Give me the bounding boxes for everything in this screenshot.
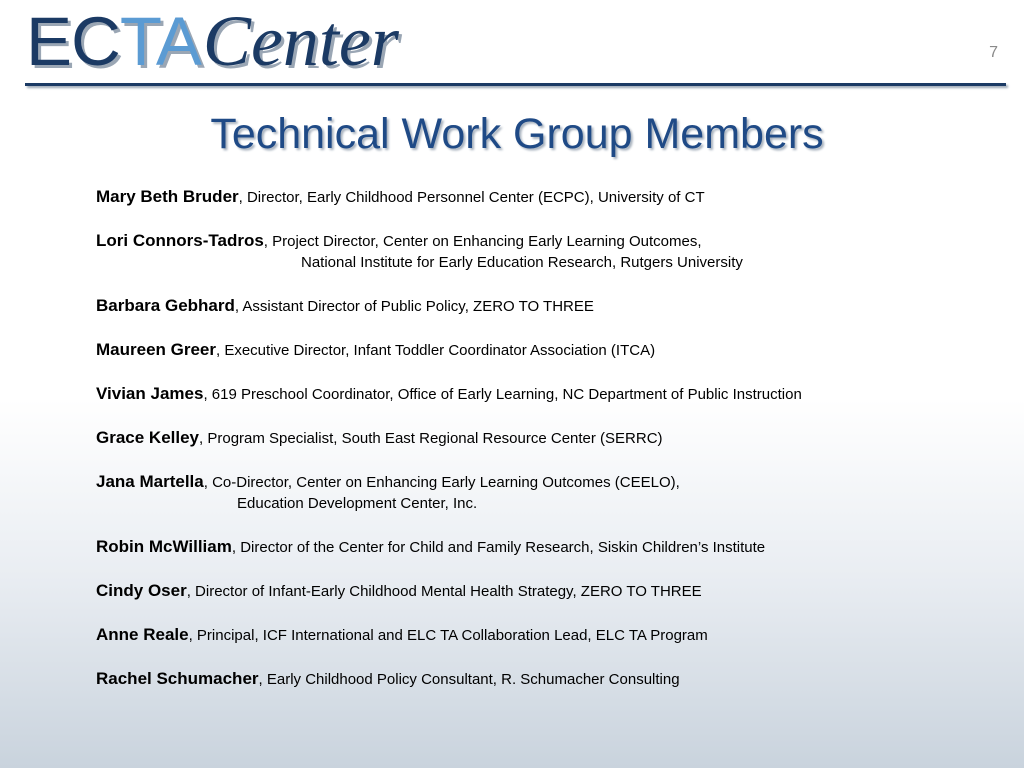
member-role-continued: Education Development Center, Inc. (237, 495, 478, 512)
member-name: Maureen Greer (96, 340, 216, 359)
member-role: , 619 Preschool Coordinator, Office of Early Learning, NC Department of Public Instruction (203, 386, 802, 403)
member-name: Cindy Oser (96, 581, 187, 600)
logo-center-text: Center (202, 1, 399, 81)
member-item (96, 383, 996, 405)
member-name: Vivian James (96, 384, 204, 403)
member-item (96, 536, 996, 558)
member-role: , Program Specialist, South East Regional Resource Center (SERRC) (199, 430, 663, 447)
member-name: Lori Connors-Tadros (96, 231, 264, 250)
member-item (96, 339, 996, 361)
member-name: Robin McWilliam (96, 537, 232, 556)
member-name: Jana Martella (96, 472, 204, 491)
member-item (96, 427, 996, 449)
member-item (96, 295, 996, 317)
header-divider (25, 83, 1006, 86)
member-item (96, 668, 996, 690)
member-role: , Principal, ICF International and ELC TA Collaboration Lead, ELC TA Program (188, 627, 708, 644)
logo-ta-text: TA (119, 3, 201, 80)
member-item (96, 471, 996, 514)
member-name: Grace Kelley (96, 428, 200, 447)
logo-ec-text: EC (26, 3, 120, 80)
member-item (96, 624, 996, 646)
member-item (96, 186, 996, 208)
member-item (96, 230, 996, 273)
member-name: Anne Reale (96, 625, 189, 644)
member-name: Rachel Schumacher (96, 669, 259, 688)
member-name: Barbara Gebhard (96, 296, 235, 315)
member-role: , Co-Director, Center on Enhancing Early Learning Outcomes (CEELO), (203, 474, 680, 491)
slide-number: 7 (989, 44, 998, 61)
member-role: , Director, Early Childhood Personnel Center (ECPC), University of CT (238, 189, 705, 206)
member-list (96, 186, 996, 712)
slide-title: Technical Work Group Members (210, 110, 824, 158)
member-role: , Early Childhood Policy Consultant, R. Schumacher Consulting (258, 671, 680, 688)
member-role: , Assistant Director of Public Policy, ZERO TO THREE (234, 298, 594, 315)
member-role: , Director of the Center for Child and Family Research, Siskin Children’s Institute (231, 539, 766, 556)
member-role: , Project Director, Center on Enhancing Early Learning Outcomes, (263, 233, 702, 250)
member-role-continued: National Institute for Early Education Research, Rutgers University (301, 254, 743, 271)
member-item (96, 580, 996, 602)
member-role: , Executive Director, Infant Toddler Coordinator Association (ITCA) (216, 342, 656, 359)
ecta-center-logo (26, 1, 399, 81)
member-role: , Director of Infant-Early Childhood Mental Health Strategy, ZERO TO THREE (186, 583, 702, 600)
member-name: Mary Beth Bruder (96, 187, 239, 206)
